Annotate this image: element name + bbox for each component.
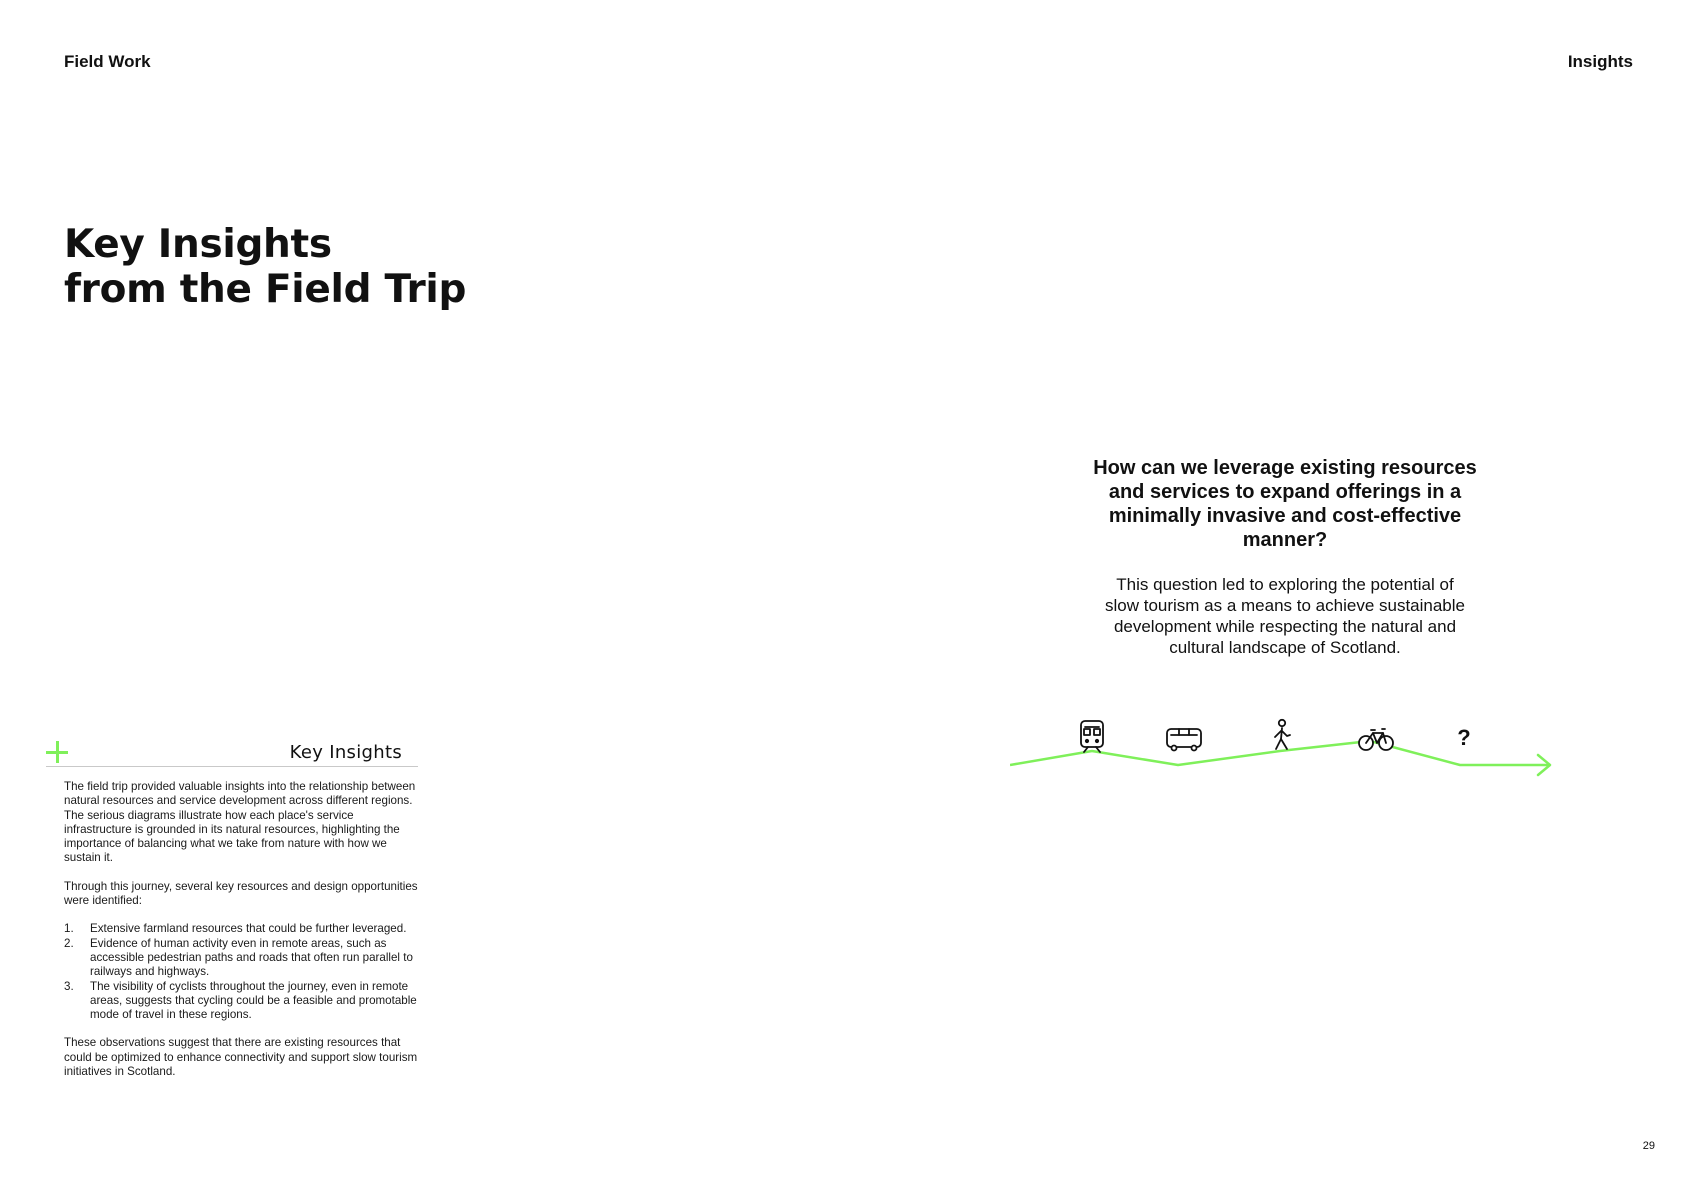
list-item-number: 1. [64, 922, 74, 936]
list-item-number: 2. [64, 936, 74, 950]
lead-in-paragraph: Through this journey, several key resources and design opportunities were identified: [64, 879, 418, 908]
list-item [64, 980, 424, 1023]
plus-icon [46, 741, 68, 763]
walking-person-icon [1275, 720, 1290, 749]
research-question: How can we leverage existing resources and services to expand offerings in a minimally invasive and cost-effective manner? [1093, 457, 1477, 551]
key-insights-body [64, 780, 424, 1093]
list-item [64, 937, 424, 980]
list-item-text: Evidence of human activity even in remote areas, such as accessible pedestrian paths and roads that often run parallel to railways and highways. [90, 936, 413, 979]
bicycle-icon [1359, 729, 1393, 750]
conclusion-paragraph: These observations suggest that there are existing resources that could be optimized to enhance connectivity and support slow tourism initiatives in Scotland. [64, 1036, 418, 1079]
bus-icon [1167, 729, 1201, 751]
train-icon [1081, 721, 1103, 752]
header-chapter-label: Insights [1567, 52, 1633, 71]
section-divider [46, 766, 418, 767]
unknown-mode-label: ? [1457, 725, 1471, 750]
research-question-answer: This question led to exploring the potential of slow tourism as a means to achieve sustainable development while respecting the natural and cultural landscape of Scotland. [1104, 575, 1465, 657]
insights-list [64, 922, 424, 1022]
slow-travel-journey-diagram [1010, 715, 1570, 785]
header-section-label: Field Work [64, 52, 151, 71]
list-item-text: The visibility of cyclists throughout the journey, even in remote areas, suggests that cycling could be a feasible and promotable mode of travel in these regions. [90, 979, 417, 1022]
key-insights-heading: Key Insights [289, 742, 402, 763]
page-number: 29 [1642, 1140, 1655, 1152]
page-title [64, 222, 466, 312]
page-title-line-1: Key Insights [64, 222, 332, 267]
intro-paragraph: The field trip provided valuable insights into the relationship between natural resources and service development across different regions. The serious diagrams illustrate how each place's service infrastructure is grounded in its natural resources, highlighting the importance of balancing what we take from nature with how we sustain it. [64, 780, 416, 865]
list-item-number: 3. [64, 979, 74, 993]
list-item [64, 922, 424, 936]
page-title-line-2: from the Field Trip [64, 267, 467, 312]
list-item-text: Extensive farmland resources that could be further leveraged. [90, 922, 407, 936]
